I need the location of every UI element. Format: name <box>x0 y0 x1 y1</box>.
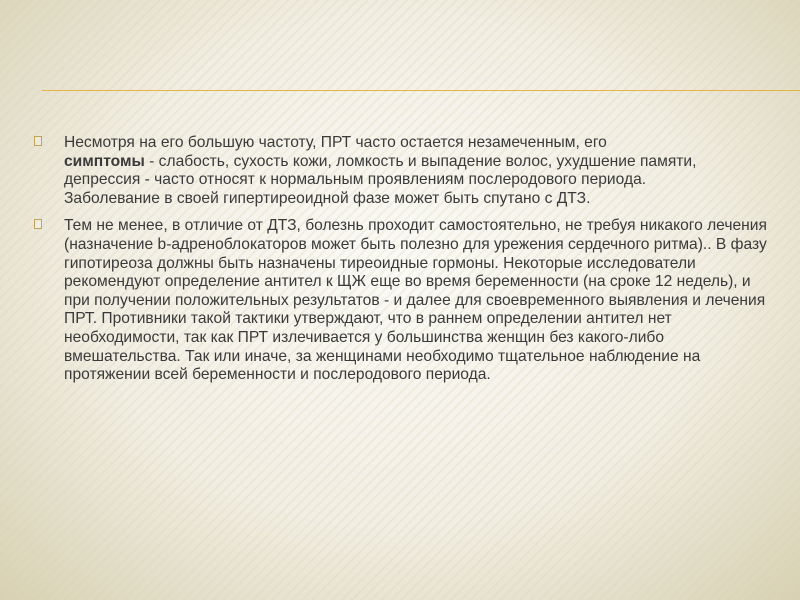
paragraph-1 <box>34 134 774 208</box>
paragraph-1-text-2: - слабость, сухость кожи, ломкость и выпадение волос, ухудшение памяти, депрессия - часто относят к нормальным проявлениям послеродового периода. <box>64 152 697 189</box>
square-bullet-icon <box>34 136 42 146</box>
slide-content <box>34 134 774 394</box>
paragraph-1-bold: симптомы <box>64 152 145 170</box>
paragraph-1-text-1: Несмотря на его большую частоту, ПРТ часто остается незамеченным, его <box>64 134 607 151</box>
square-bullet-icon <box>34 219 42 229</box>
paragraph-2-text: Тем не менее, в отличие от ДТЗ, болезнь проходит самостоятельно, не требуя никакого лечения (назначение b-адреноблокаторов может быть полезно для урежения сердечного ритма).. В фазу гипотиреоза должны быть назначены тиреоидные гормоны. Некоторые исследователи рекомендуют определение антител к ЩЖ еще во время беременности (на сроке 12 недель), и при получении положительных результатов - и далее для своевременного выявления и лечения ПРТ. Противники такой тактики утверждают, что в раннем определении антител нет необходимости, так как ПРТ излечивается у большинства женщин без какого-либо вмешательства. Так или иначе, за женщинами необходимо тщательное наблюдение на протяжении всей беременности и послеродового периода. <box>64 217 767 384</box>
paragraph-2 <box>34 217 774 384</box>
paragraph-1-text-3: Заболевание в своей гипертиреоидной фазе может быть спутано с ДТЗ. <box>64 189 591 207</box>
title-divider <box>42 90 800 91</box>
